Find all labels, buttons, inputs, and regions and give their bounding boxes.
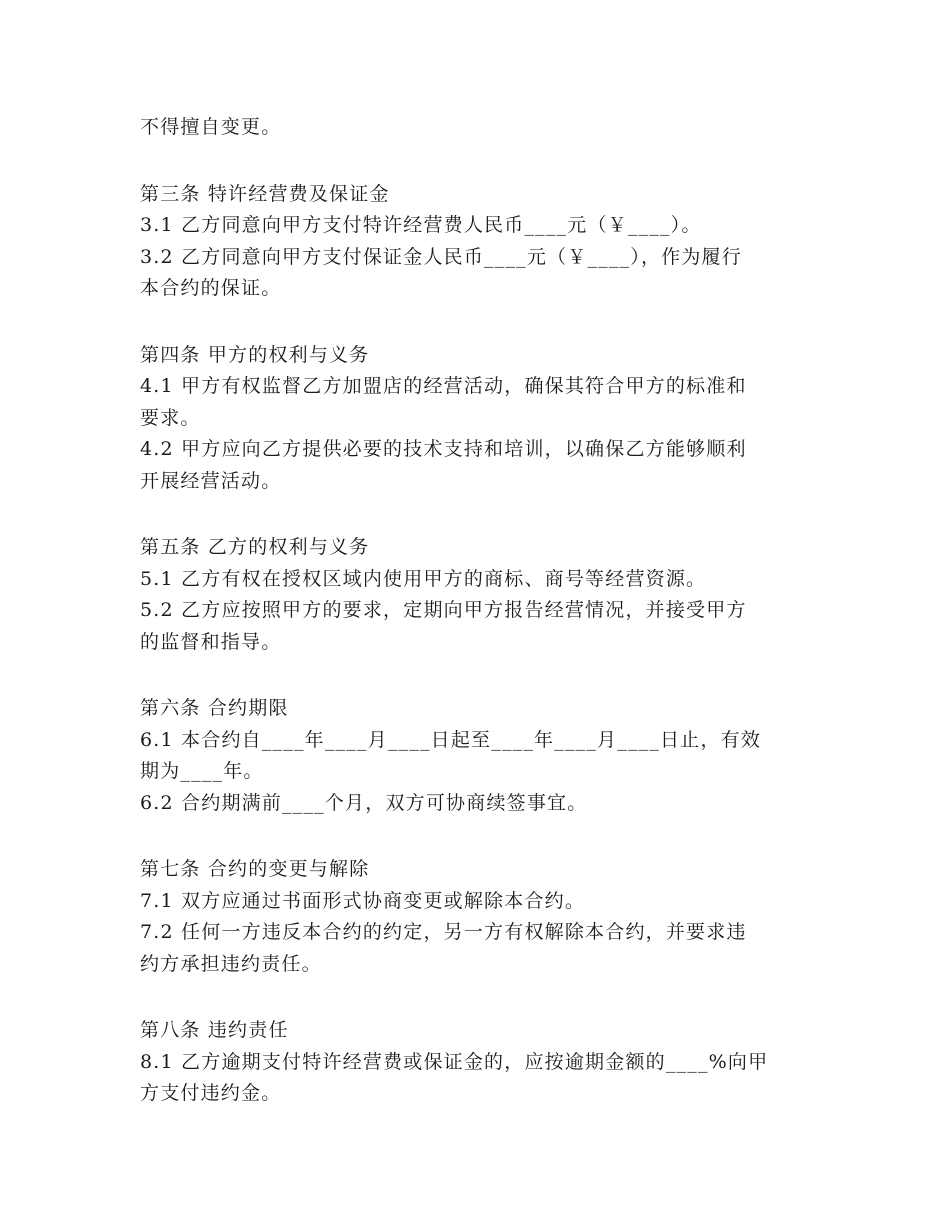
clause-line: 5.2 乙方应按照甲方的要求，定期向甲方报告经营情况，并接受甲方 xyxy=(140,599,747,621)
section-heading: 第四条 甲方的权利与义务 xyxy=(140,343,370,366)
clause-line: 8.1 乙方逾期支付特许经营费或保证金的，应按逾期金额的____%向甲 xyxy=(140,1050,769,1073)
clause-line: 3.1 乙方同意向甲方支付特许经营费人民币____元（￥____）。 xyxy=(140,214,702,236)
clause-line: 4.1 甲方有权监督乙方加盟店的经营活动，确保其符合甲方的标准和 xyxy=(140,375,747,397)
section-heading: 第八条 违约责任 xyxy=(140,1019,289,1041)
paragraph-gap xyxy=(140,144,810,179)
preamble-line: 不得擅自变更。 xyxy=(140,116,282,138)
clause-line: 开展经营活动。 xyxy=(140,469,282,492)
clause-line: 6.2 合约期满前____个月，双方可协商续签事宜。 xyxy=(140,791,588,814)
paragraph-gap xyxy=(140,497,810,532)
clause-line: 4.2 甲方应向乙方提供必要的技术支持和培训，以确保乙方能够顺利 xyxy=(140,438,747,460)
clause-line: 6.1 本合约自____年____月____日起至____年____月____日止，有效 xyxy=(140,728,762,751)
clause-line: 5.1 乙方有权在授权区域内使用甲方的商标、商号等经营资源。 xyxy=(140,567,707,590)
paragraph-gap xyxy=(140,980,810,1015)
section-heading: 第三条 特许经营费及保证金 xyxy=(140,182,390,205)
clause-line: 7.2 任何一方违反本合约的约定，另一方有权解除本合约，并要求违 xyxy=(140,921,747,943)
section-heading: 第六条 合约期限 xyxy=(140,697,289,719)
clause-line: 约方承担违约责任。 xyxy=(140,952,322,975)
clause-line: 期为____年。 xyxy=(140,760,264,782)
clause-line: 方支付违约金。 xyxy=(140,1082,282,1104)
paragraph-gap xyxy=(140,305,810,340)
clause-line: 要求。 xyxy=(140,406,201,429)
paragraph-gap xyxy=(140,658,810,693)
clause-line: 本合约的保证。 xyxy=(140,277,282,299)
clause-line: 7.1 双方应通过书面形式协商变更或解除本合约。 xyxy=(140,889,586,912)
document-page xyxy=(140,112,810,1110)
section-heading: 第七条 合约的变更与解除 xyxy=(140,858,370,880)
clause-line: 的监督和指导。 xyxy=(140,630,282,653)
paragraph-gap xyxy=(140,819,810,854)
clause-line: 3.2 乙方同意向甲方支付保证金人民币____元（￥____），作为履行 xyxy=(140,245,742,268)
section-heading: 第五条 乙方的权利与义务 xyxy=(140,536,370,558)
